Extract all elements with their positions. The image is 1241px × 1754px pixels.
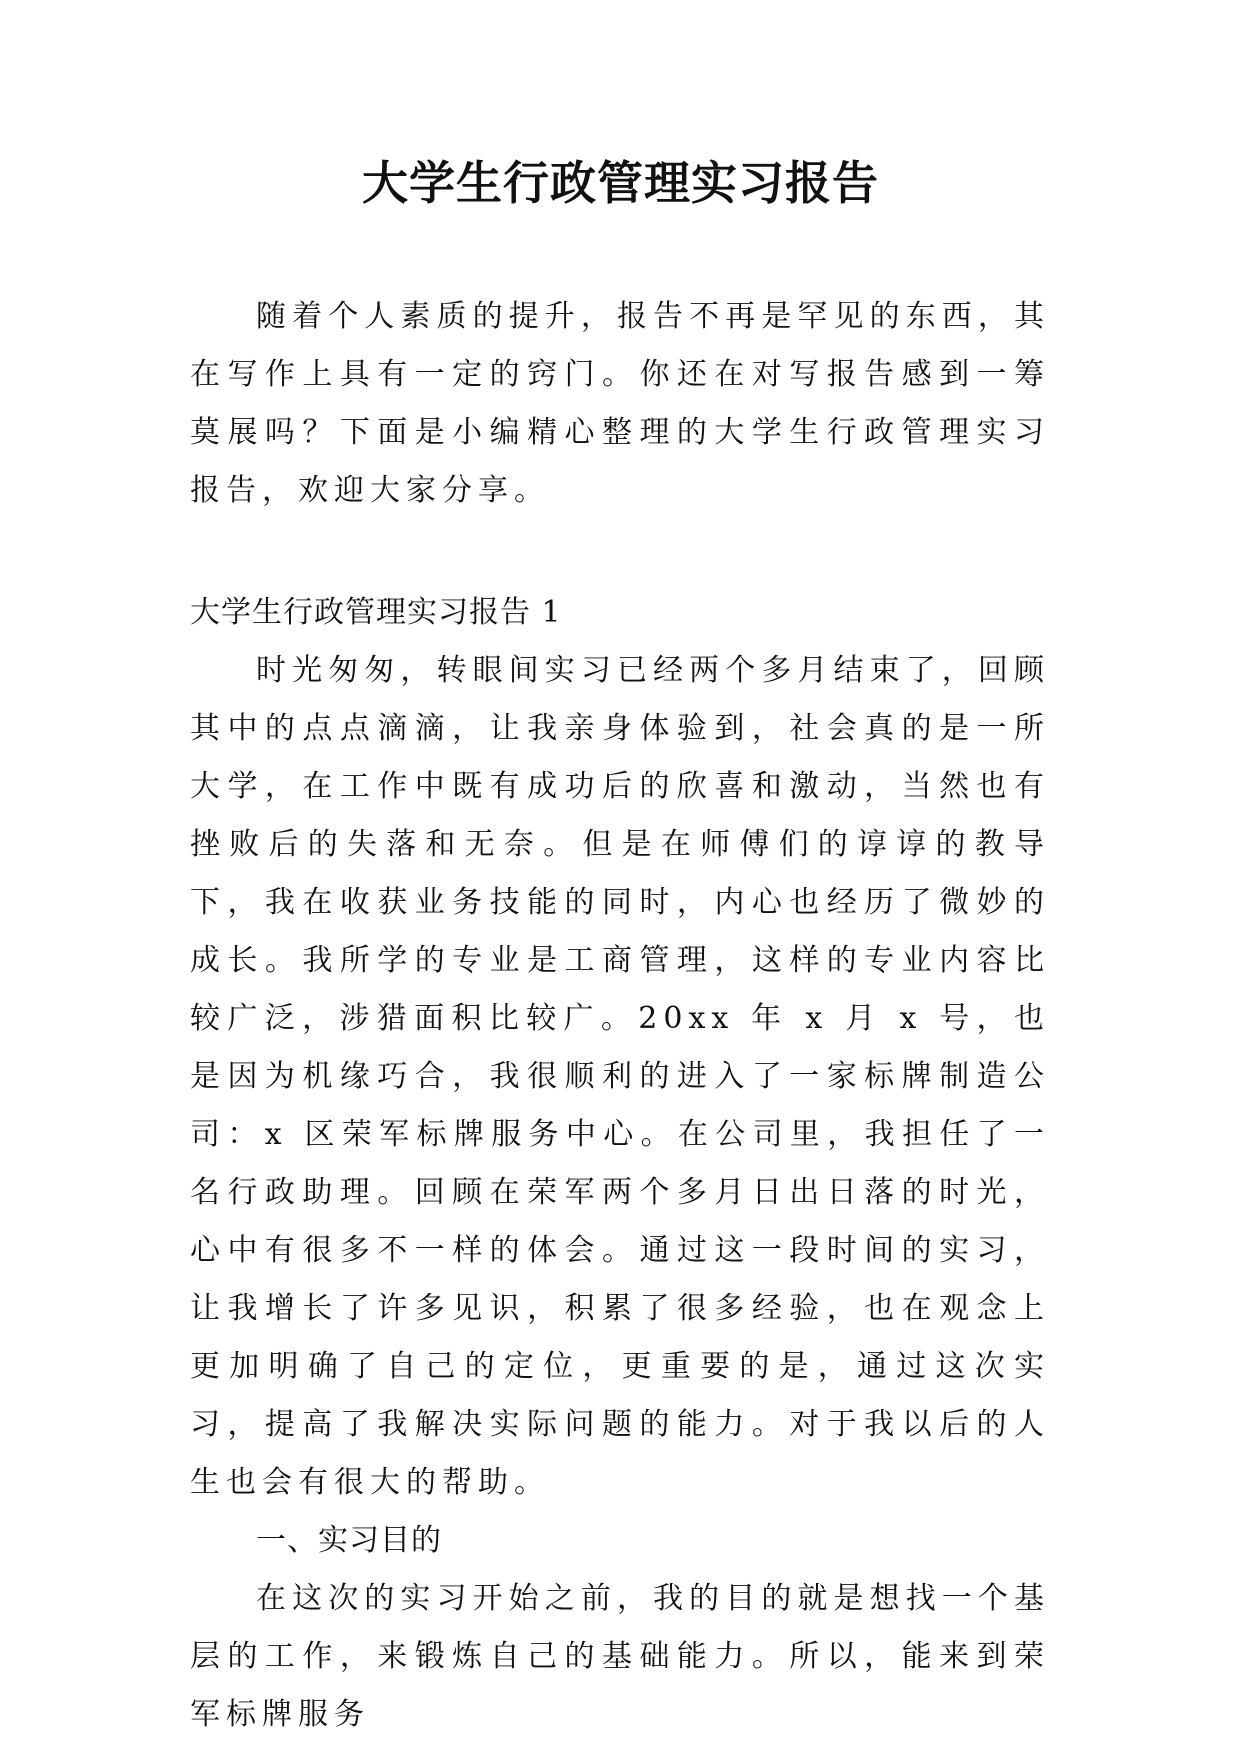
subsection-heading-purpose: 一、实习目的 (256, 1523, 442, 1558)
intro-paragraph: 随着个人素质的提升，报告不再是罕见的东西，其在写作上具有一定的窍门。你还在对写报告感到一筹莫展吗？下面是小编精心整理的大学生行政管理实习报告，欢迎大家分享。 (190, 299, 1050, 508)
body-paragraph-1: 时光匆匆，转眼间实习已经两个多月结束了，回顾其中的点点滴滴，让我亲身体验到，社会真的是一所大学，在工作中既有成功后的欣喜和激动，当然也有挫败后的失落和无奈。但是在师傅们的谆谆的教导下，我在收获业务技能的同时，内心也经历了微妙的成长。我所学的专业是工商管理，这样的专业内容比较广泛，涉猎面积比较广。20xx 年 x 月 x 号，也是因为机缘巧合，我很顺利的进入了一家标牌制造公司：x 区荣军标牌服务中心。在公司里，我担任了一名行政助理。回顾在荣军两个多月日出日落的时光，心中有很多不一样的体会。通过这一段时间的实习，让我增长了许多见识，积累了很多经验，也在观念上更加明确了自己的定位，更重要的是，通过这次实习，提高了我解决实际问题的能力。对于我以后的人生也会有很大的帮助。 (190, 653, 1050, 1500)
document-title: 大学生行政管理实习报告 (362, 156, 879, 210)
section-heading: 大学生行政管理实习报告 1 (190, 595, 562, 630)
body-paragraph-2: 在这次的实习开始之前，我的目的就是想找一个基层的工作，来锻炼自己的基础能力。所以，能来到荣军标牌服务 (190, 1581, 1050, 1732)
document-body (190, 288, 1050, 1744)
